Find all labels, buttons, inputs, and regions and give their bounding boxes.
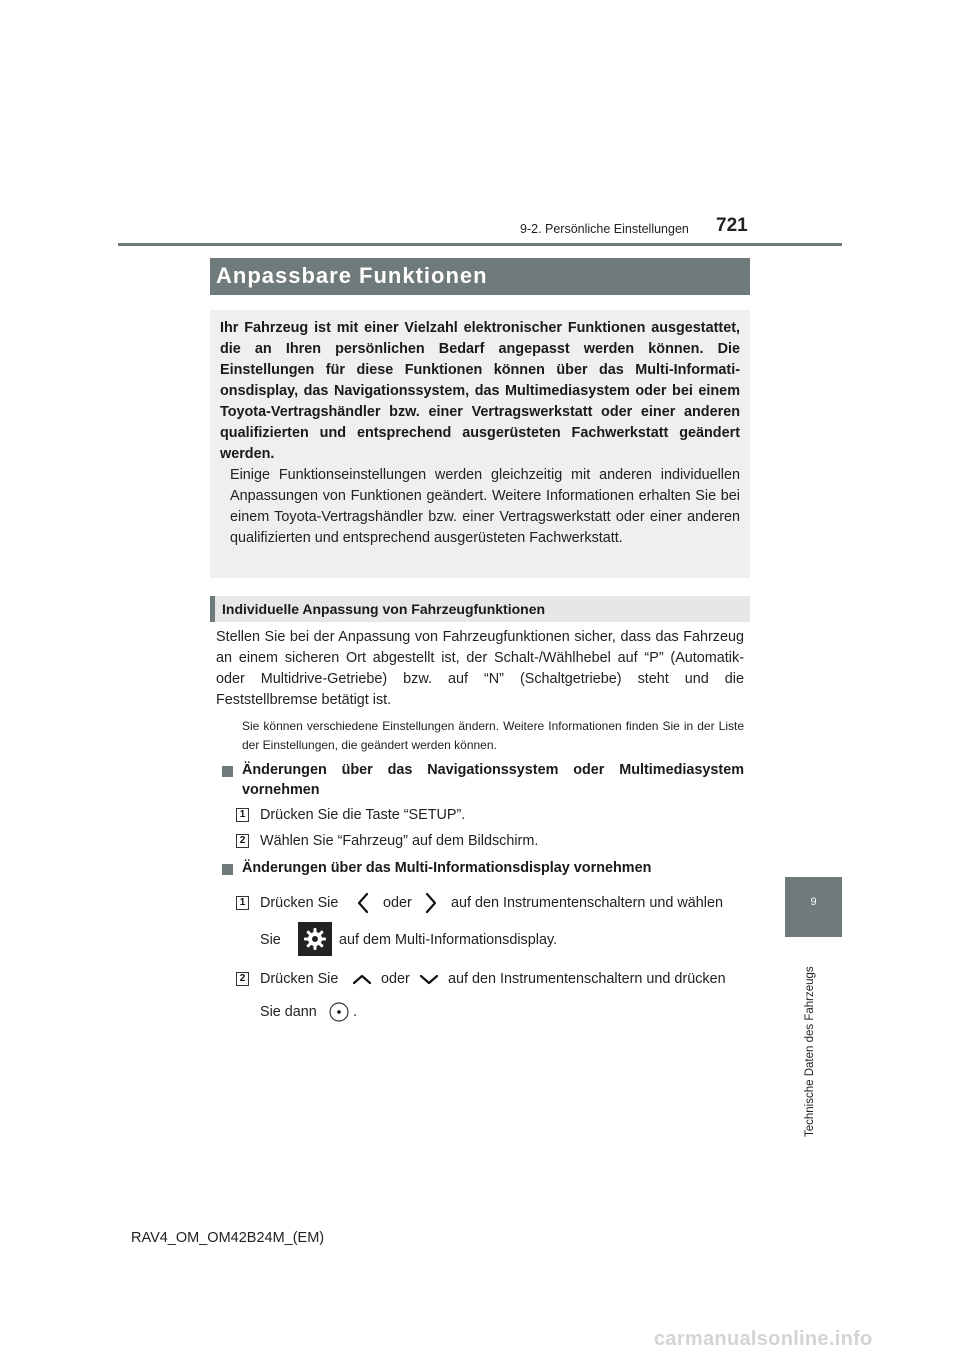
mid-step2-text: auf den Instrumentenschaltern und drücken: [448, 971, 726, 987]
safety-paragraph: Stellen Sie bei der Anpassung von Fahrzeugfunktionen sicher, dass das Fahrzeug an einem sicheren Ort abgestellt ist, der Schalt-/Wählhebel auf “P” (Automatik- oder Multidrive-Getriebe) bzw. auf “N” (Schaltgetriebe) steht und die Feststellbremse betätigt ist.: [216, 629, 744, 708]
intro-text: Ihr Fahrzeug ist mit einer Vielzahl elektronischer Funktionen ausgestattet, die an Ihren persönlichen Bedarf angepasst werden können. Die Einstellungen für diese Funktionen können über das Multi-Informationsdisplay, das Navigationssystem, das Multimediasystem oder bei einem Toyota-Vertragshändler bzw. einer Vertragswerkstatt oder einer anderen qualifizierten und entsprechend ausgerüsteten Fachwerkstatt geändert werden.: [220, 320, 740, 462]
watermark: carmanualsonline.info: [654, 1328, 873, 1350]
page-title: Anpassbare Funktionen: [216, 263, 488, 288]
intro-note: Einige Funktionseinstellungen werden gleichzeitig mit anderen individuellen Anpassungen von Funktionen geändert. Weitere Informationen erhalten Sie bei einem Toyota-Vertragshändler bzw. einer Vertragswerkstatt oder einer anderen qualifizierten und entsprechend ausgerüsteten Fachwerkstatt.: [230, 467, 740, 546]
nav-heading-line1: Änderungen über das Navigationssystem oder Multimediasystem: [242, 762, 744, 778]
mid-step2-or: oder: [381, 971, 410, 987]
mid-step2-text: .: [353, 1004, 357, 1020]
page-number: 721: [716, 215, 748, 236]
chapter-title: Technische Daten des Fahrzeugs: [804, 966, 816, 1137]
gear-icon: [298, 922, 332, 956]
settings-note: Sie können verschiedene Einstellungen ändern. Weitere Informationen finden Sie in der Liste der Einstellungen, die geändert werden können.: [242, 719, 744, 752]
document-code: RAV4_OM_OM42B24M_(EM): [131, 1230, 325, 1246]
mid-step2-text: Sie dann: [260, 1004, 317, 1020]
header-divider: [118, 243, 842, 246]
chevron-right-icon: [424, 892, 438, 914]
step-number: 2: [236, 972, 249, 986]
settings-button-icon: [298, 922, 332, 956]
square-bullet-icon: [222, 864, 233, 875]
mid-step1-text: Sie: [260, 932, 281, 948]
mid-step1-or: oder: [383, 895, 412, 911]
mid-step1-text: Drücken Sie: [260, 895, 339, 911]
step-number: 1: [236, 808, 249, 822]
mid-step1-text: auf den Instrumentenschaltern und wählen: [451, 895, 724, 911]
chevron-up-icon: [352, 973, 372, 985]
chapter-number: 9: [810, 896, 817, 908]
enter-dot-icon: [328, 1001, 350, 1023]
chevron-left-icon: [356, 892, 370, 914]
nav-step-text: Drücken Sie die Taste “SETUP”.: [260, 807, 466, 823]
step-number: 2: [236, 834, 249, 848]
section-breadcrumb: 9-2. Persönliche Einstellungen: [520, 222, 689, 236]
mid-step2-text: Drücken Sie: [260, 971, 339, 987]
subsection-title: Individuelle Anpassung von Fahrzeugfunktionen: [222, 601, 546, 617]
chevron-down-icon: [419, 973, 439, 985]
mid-heading: Änderungen über das Multi-Informationsdisplay vornehmen: [242, 860, 652, 876]
square-bullet-icon: [222, 766, 233, 777]
nav-step-text: Wählen Sie “Fahrzeug” auf dem Bildschirm.: [260, 833, 539, 849]
subsection-accent: [210, 596, 215, 622]
nav-heading-line2: vornehmen: [242, 782, 320, 798]
step-number: 1: [236, 896, 249, 910]
mid-step1-text: auf dem Multi-Informationsdisplay.: [339, 932, 558, 948]
